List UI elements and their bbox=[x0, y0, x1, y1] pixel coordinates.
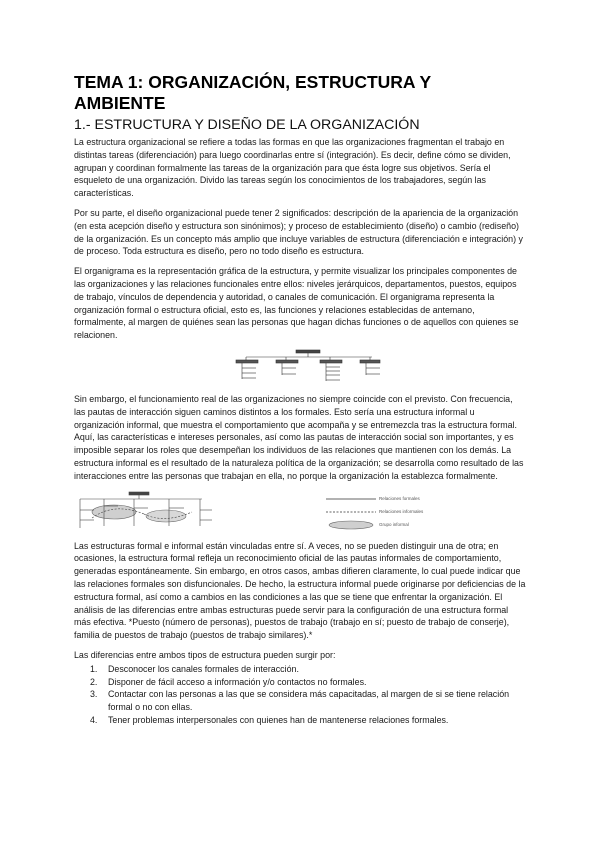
list-item: 2. Disponer de fácil acceso a información y/o contactos no formales. bbox=[90, 676, 367, 687]
list-item: 1. Desconocer los canales formales de interacción. bbox=[90, 663, 299, 674]
legend-label: Relaciones formales bbox=[379, 496, 420, 502]
legend-group bbox=[326, 520, 456, 530]
legend-label: Grupo informal bbox=[379, 522, 409, 528]
diagram-legend bbox=[326, 494, 456, 533]
document-title: TEMA 1: ORGANIZACIÓN, ESTRUCTURA Y AMBIENTE bbox=[74, 72, 431, 113]
paragraph-relation: Las estructuras formal e informal están vinculadas entre sí. A veces, no se pueden distinguir una de otra; en ocasiones, la estructura formal refleja un reconocimiento oficial de las pautas informales de comportamiento, generadas espontáneamente. Sin embargo, en otros casos, ambas difieren claramente, lo cual puede indicar que las relaciones formales son disfuncionales. De hecho, la estructura informal puede originarse por deficiencias de la estructura formal, así como a cambios en las condiciones a las que se tiene que enfrentar la organización. El análisis de las diferencias entre ambas estructuras puede servir para la configuración de una estructura formal más efectiva. *Puesto (número de personas), puestos de trabajo (trabajo en sí; puesto de trabajo de conserje), familia de puestos de trabajo (puestos de trabajo similares).* bbox=[74, 540, 526, 641]
formal-informal-figure bbox=[74, 490, 526, 534]
list-item: 4. Tener problemas interpersonales con quienes han de mantenerse relaciones formales. bbox=[90, 714, 449, 725]
paragraph-organigram: El organigrama es la representación gráfica de la estructura, y permite visualizar los principales componentes de las organizaciones y las relaciones funcionales entre ellos: niveles jerárquicos, departamentos, puestos, equipos de trabajo, vínculos de dependencia y autoridad, o canales de comunicación. El organigrama representa la organización formal o estructura oficial, esto es, las funciones y relaciones establecidas de antemano, formalmente, al margen de quiénes sean las personas que hagan dichas funciones o de aquellos con quienes se relacionen. bbox=[74, 266, 519, 341]
legend-informal bbox=[326, 507, 456, 517]
ellipse-shape-icon bbox=[326, 520, 376, 530]
document-page bbox=[74, 72, 526, 727]
legend-formal bbox=[326, 494, 456, 504]
list-item: 3. Contactar con las personas a las que se considera más capacitadas, al margen de si se tiene relación formal o no con ellas. bbox=[90, 689, 510, 713]
org-chart-diagram bbox=[234, 349, 384, 385]
paragraph-list-intro: Las diferencias entre ambos tipos de estructura pueden surgir por: bbox=[74, 649, 336, 660]
differences-list bbox=[74, 663, 526, 727]
legend-label: Relaciones informales bbox=[379, 509, 424, 515]
informal-structure-diagram bbox=[74, 490, 214, 532]
solid-line-icon bbox=[326, 496, 376, 502]
paragraph-informal: Sin embargo, el funcionamiento real de las organizaciones no siempre coincide con el previsto. Con frecuencia, las pautas de interacción siguen caminos distintos a los formales. Esto sería una estructura informal u organización informal, que muestra el comportamiento que acompaña y se entremezcla tras la estructura formal. Aquí, las características e intereses personales, así como las pautas de interacción social son importantes, y es imposible separar los roles que desempeñan los individuos de las relaciones que mantienen con los demás. La estructura informal es el resultado de la naturaleza política de la organización; se desarrolla como resultado de las interacciones entre las personas que trabajan en ella, no porque la organización la establezca formalmente. bbox=[74, 393, 524, 481]
org-chart-figure bbox=[74, 349, 526, 387]
section-heading: 1.- ESTRUCTURA Y DISEÑO DE LA ORGANIZACIÓN bbox=[74, 117, 420, 133]
dashed-line-icon bbox=[326, 509, 376, 515]
paragraph-design: Por su parte, el diseño organizacional puede tener 2 significados: descripción de la apariencia de la organización (en esta acepción diseño y estructura son sinónimos); y proceso de establecimiento (diseño) o cambio (rediseño) de la organización. Es un concepto más amplio que incluye variables de estructura (diferenciación e integración) y de proceso. Toda estructura es diseño, pero no todo diseño es estructura. bbox=[74, 207, 523, 257]
paragraph-structure: La estructura organizacional se refiere a todas las formas en que las organizaciones fragmentan el trabajo en distintas tareas (diferenciación) para luego coordinarlas entre sí (integración). Es decir, define cómo se dividen, agrupan y coordinan formalmente las tareas de la organización para que ésta logre sus objetivos. Sería el esqueleto de una organización. Divido las tareas según los conocimientos de los trabajadores, según las características. bbox=[74, 137, 511, 199]
